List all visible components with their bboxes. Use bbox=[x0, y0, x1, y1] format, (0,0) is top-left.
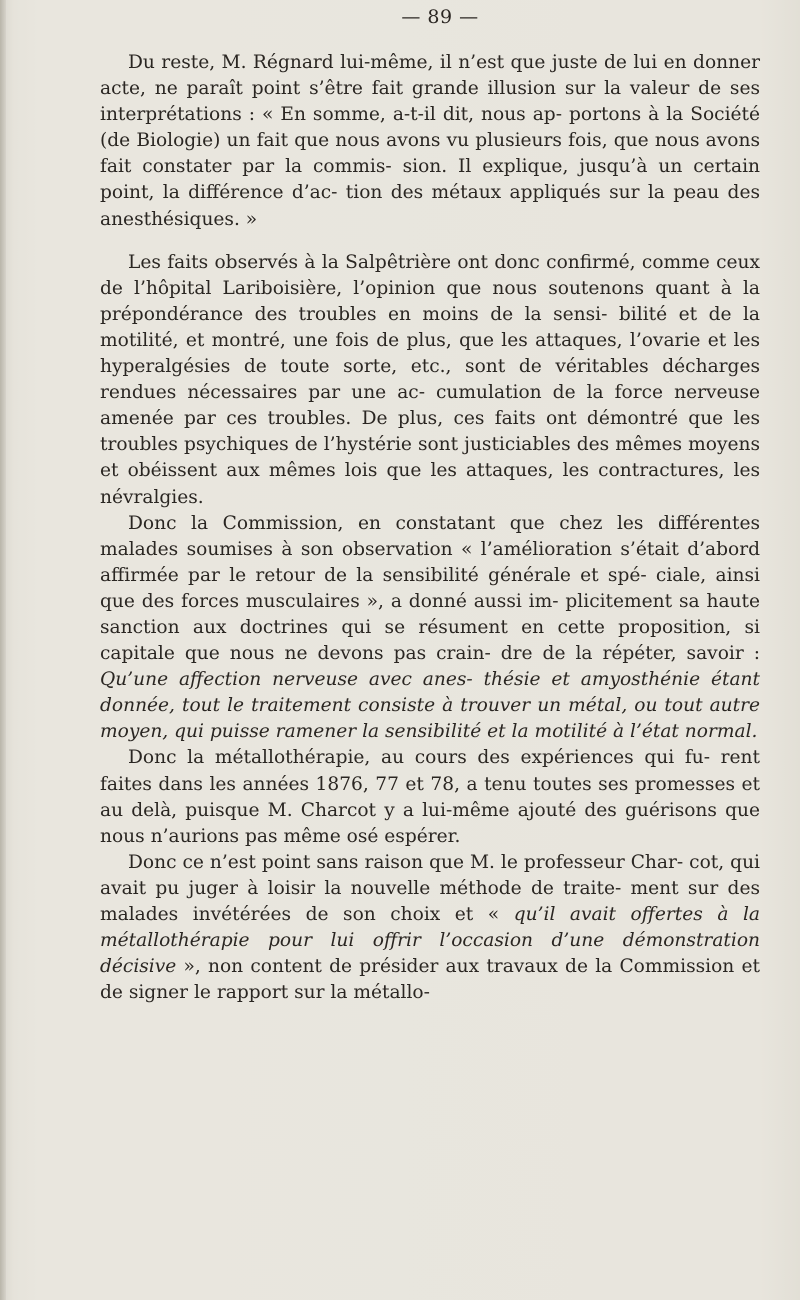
paragraph-1 bbox=[100, 50, 760, 233]
paragraph-2 bbox=[100, 250, 760, 511]
paragraph-3-italic-proposition: Qu’une affection nerveuse avec anes- thésie et amyosthénie étant donnée, tout le traitement consiste à trouver un métal, ou tout autre moyen, qui puisse ramener la sensibilité et la motilité à l’état normal. bbox=[100, 669, 760, 743]
body-text bbox=[100, 50, 760, 1006]
page-number: — 89 — bbox=[401, 6, 479, 28]
paragraph-2-text: Les faits observés à la Salpêtrière ont donc confirmé, comme ceux de l’hôpital Lariboisière, l’opinion que nous soutenons quant à la prépondérance des troubles en moins de la sensi- bilité et de la motilité, et montré, une fois de plus, que les attaques, l’ovarie et les hyperalgésies de toute sorte, etc., sont de véritables décharges rendues nécessaires par une ac- cumulation de la force nerveuse amenée par ces troubles. De plus, ces faits ont démontré que les troubles psychiques de l’hystérie sont justiciables des mêmes moyens et obéissent aux mêmes lois que les attaques, les contractures, les névralgies. bbox=[100, 251, 760, 508]
paragraph-5 bbox=[100, 850, 760, 1007]
paragraph-3 bbox=[100, 511, 760, 746]
paragraph-1-text: Du reste, M. Régnard lui-même, il n’est que juste de lui en donner acte, ne paraît point s’être fait grande illusion sur la valeur de ses interprétations : « En somme, a-t-il dit, nous ap- portons à la Société (de Biologie) un fait que nous avons vu plusieurs fois, que nous avons fait constater par la commis- sion. Il explique, jusqu’à un certain point, la différence d’ac- tion des métaux appliqués sur la peau des anesthésiques. » bbox=[100, 52, 760, 230]
paragraph-4-text: Donc la métallothérapie, au cours des expériences qui fu- rent faites dans les années 1876, 77 et 78, a tenu toutes ses promesses et au delà, puisque M. Charcot y a lui-même ajouté des guérisons que nous n’aurions pas même osé espérer. bbox=[100, 747, 760, 847]
paragraph-5-italic-quote: qu’il avait offertes à la métallothérapie pour lui offrir l’occasion d’une démonstration décisive bbox=[100, 904, 760, 978]
paragraph-5-text-start: Donc ce n’est point sans raison que M. le professeur Char- cot, qui avait pu juger à loisir la nouvelle méthode de traite- ment sur des malades invétérées de son choix et « bbox=[100, 851, 760, 925]
binding-edge bbox=[0, 0, 6, 1300]
paragraph-5-text-end: », non content de présider aux travaux de la Commission et de signer le rapport sur la métallo- bbox=[100, 956, 760, 1004]
paragraph-3-text: Donc la Commission, en constatant que chez les différentes malades soumises à son observation « l’amélioration s’était d’abord affirmée par le retour de la sensibilité générale et spé- ciale, ainsi que des forces musculaires », a donné aussi im- plicitement sa haute sanction aux doctrines qui se résument en cette proposition, si capitale que nous ne devons pas crain- dre de la répéter, savoir : bbox=[100, 512, 760, 665]
paragraph-4 bbox=[100, 745, 760, 849]
